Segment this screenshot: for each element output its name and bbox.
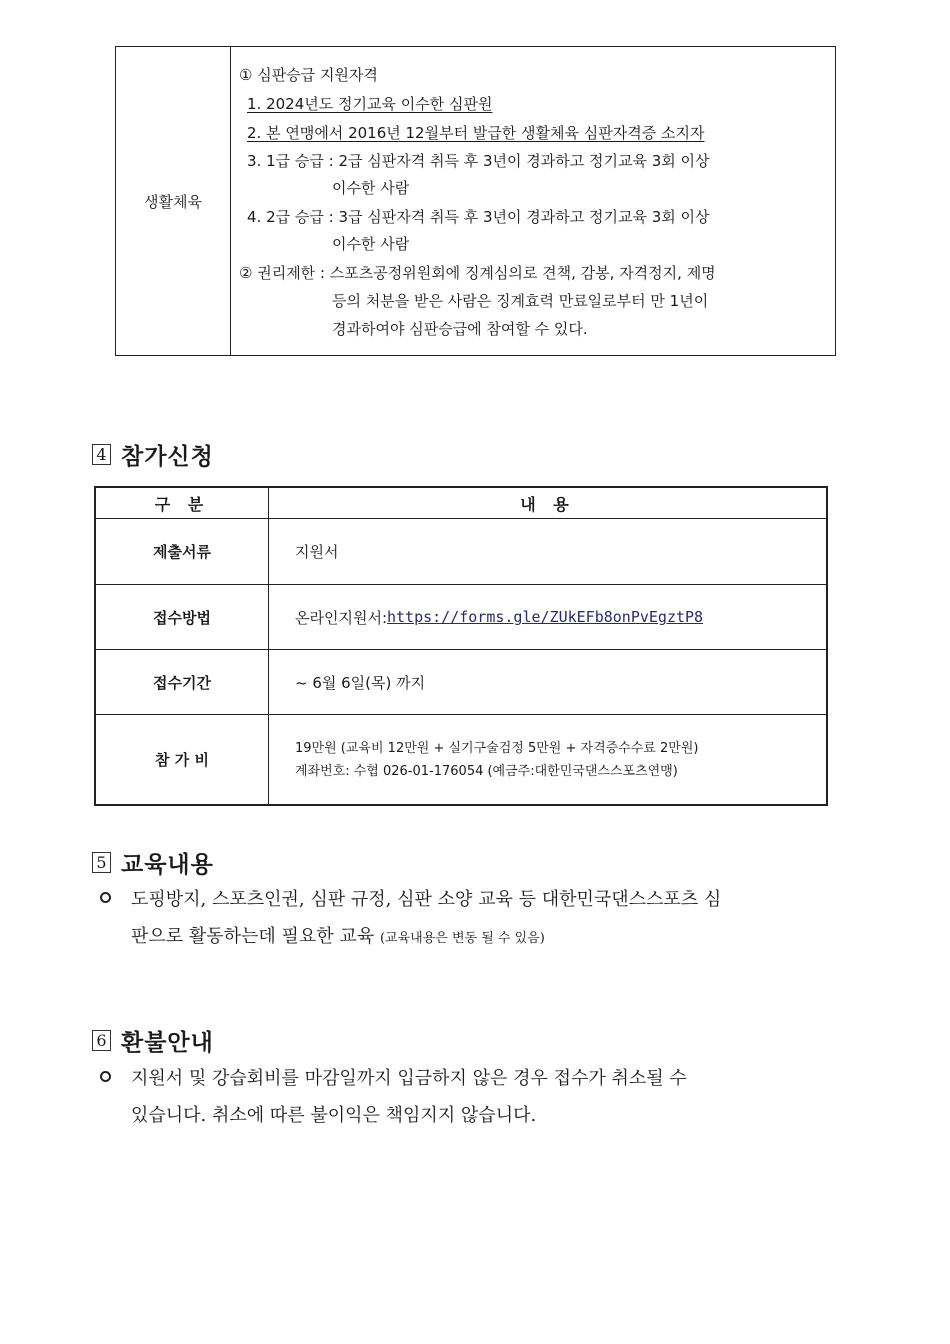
- header-category: 구 분: [96, 488, 269, 518]
- row-label: 참 가 비: [96, 715, 269, 804]
- eligibility-line-4: 4. 2급 승급 : 3급 심판자격 취득 후 3년이 경과하고 정기교육 3회 이상: [247, 208, 710, 226]
- row-value: [269, 715, 826, 804]
- eligibility-content: [231, 47, 835, 355]
- section-5-line-2-main: 판으로 활동하는데 필요한 교육: [131, 926, 375, 947]
- eligibility-item2-cont-2: 경과하여야 심판승급에 참여할 수 있다.: [332, 320, 588, 338]
- eligibility-item2-cont-1: 등의 처분을 받은 사람은 징계효력 만료일로부터 만 1년이: [332, 292, 709, 310]
- section-6-heading: [92, 1024, 214, 1057]
- online-form-link[interactable]: https://forms.gle/ZUkEFb8onPvEgztP8: [387, 608, 704, 626]
- header-content: 내 용: [520, 494, 575, 514]
- row-value: 지원서: [295, 543, 339, 561]
- row-value: [269, 585, 826, 649]
- row-label: 제출서류: [96, 519, 269, 584]
- eligibility-table: [115, 46, 836, 356]
- section-5-line-2: [100, 918, 832, 957]
- section-6-number: 6: [92, 1030, 111, 1051]
- eligibility-line-2: 2. 본 연맹에서 2016년 12월부터 발급한 생활체육 심판자격증 소지자: [247, 124, 705, 142]
- row-value: ~ 6월 6일(목) 까지: [295, 673, 426, 692]
- eligibility-line-4-cont: 이수한 사람: [332, 235, 410, 253]
- bullet-circle-icon: [100, 1071, 111, 1082]
- fee-line: 19만원 (교육비 12만원 + 실기구술검정 5만원 + 자격증수수료 2만원): [295, 740, 699, 756]
- eligibility-item2-title: ② 권리제한 : 스포츠공정위원회에 징계심의로 견책, 감봉, 자격정지, 제명: [239, 264, 716, 282]
- application-table: [94, 486, 828, 806]
- section-5-line-1: 도핑방지, 스포츠인권, 심판 규정, 심판 소양 교육 등 대한민국댄스스포츠 심: [131, 889, 722, 910]
- section-5-number: 5: [92, 852, 111, 873]
- section-6-paragraph: [100, 1060, 832, 1134]
- row-label: 접수방법: [96, 585, 269, 649]
- section-4-heading: [92, 438, 214, 471]
- section-4-title: 참가신청: [121, 444, 214, 470]
- eligibility-line-3: 3. 1급 승급 : 2급 심판자격 취득 후 3년이 경과하고 정기교육 3회 이상: [247, 152, 710, 170]
- section-6-title: 환불안내: [121, 1030, 214, 1056]
- account-line: 계좌번호: 수협 026-01-176054 (예금주:대한민국댄스스포츠연맹): [295, 763, 678, 779]
- row-label: 접수기간: [96, 650, 269, 714]
- section-6-line-1: 지원서 및 강습회비를 마감일까지 입금하지 않은 경우 접수가 취소될 수: [131, 1068, 687, 1089]
- table-row: [96, 585, 826, 650]
- bullet-circle-icon: [100, 892, 111, 903]
- section-5-title: 교육내용: [121, 852, 214, 878]
- section-5-note: (교육내용은 변동 될 수 있음): [379, 931, 545, 946]
- eligibility-category: 생활체육: [116, 47, 231, 355]
- eligibility-line-1: 1. 2024년도 정기교육 이수한 심판원: [247, 95, 493, 113]
- table-row: [96, 715, 826, 804]
- section-4-number: 4: [92, 444, 111, 465]
- online-form-label: 온라인지원서:: [295, 608, 387, 627]
- table-row: [96, 519, 826, 585]
- eligibility-line-3-cont: 이수한 사람: [332, 179, 410, 197]
- section-5-paragraph: [100, 881, 832, 957]
- section-6-line-2: 있습니다. 취소에 따른 불이익은 책임지지 않습니다.: [131, 1105, 537, 1126]
- section-5-heading: [92, 846, 214, 879]
- table-row: [96, 650, 826, 715]
- table-header-row: [96, 488, 826, 519]
- eligibility-item1-title: ① 심판승급 지원자격: [239, 66, 378, 84]
